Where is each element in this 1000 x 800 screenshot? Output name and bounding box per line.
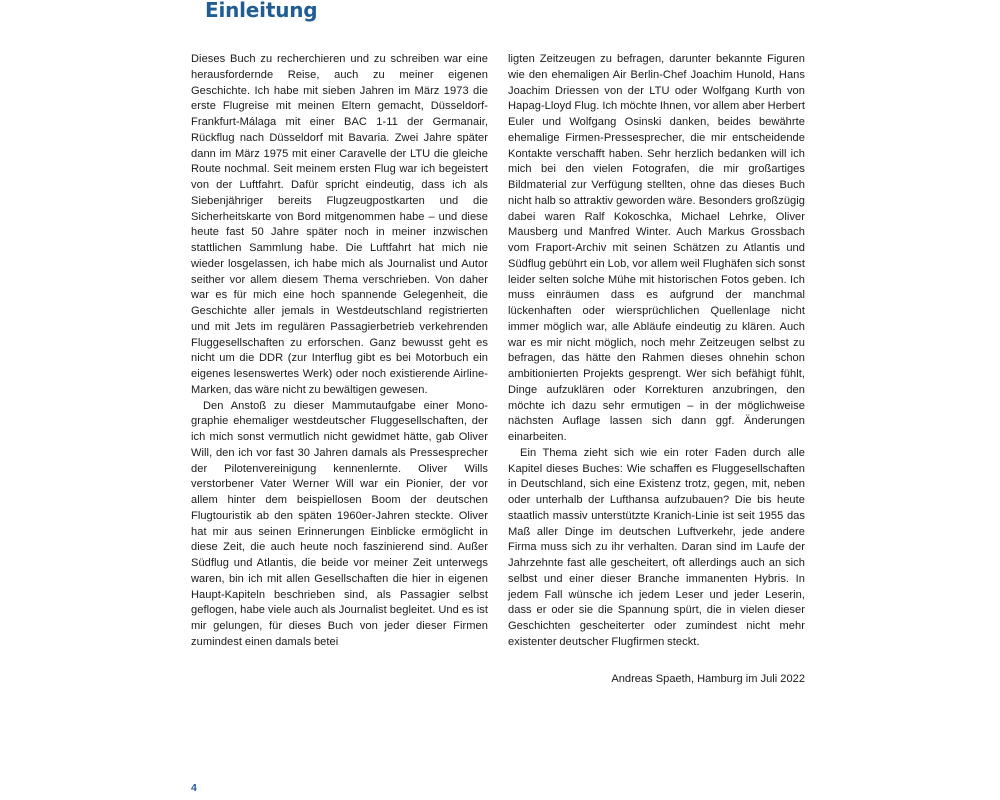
author-signature: Andreas Spaeth, Hamburg im Juli 2022 — [611, 673, 805, 685]
right-column — [508, 52, 805, 651]
page-number: 4 — [191, 782, 197, 794]
paragraph: ligten Zeitzeugen zu befragen, darunter bekannte Figuren wie den ehemaligen Air Berlin-Chef Joachim Hunold, Hans Joachim Driessen von der LTU oder Wolfgang Kurth von Hapag-Lloyd Flug. Ich möchte Ihnen, vor allem aber Herbert Euler und Wolfgang Osinski danken, beides bewährte ehemalige Firmen-Pressesprecher, die mir entscheidende Kontakte verschafft haben. Sehr herzlich bedanken will ich mich bei den vielen Fotografen, die mir großartiges Bildmaterial zur Verfügung stellten, ohne das dieses Buch nicht halb so attraktiv geworden wäre. Besonders großzügig dabei waren Ralf Kokoschka, Michael Lehrke, Oliver Mausberg und Manfred Winter. Auch Markus Grossbach vom Fraport-Archiv mit seinen Schätzen zu Atlantis und Südflug gebührt ein Lob, vor allem weil Flughäfen sich sonst leider selten solche Mühe mit historischen Fotos geben. Ich muss einräumen dass es aufgrund der manchmal lückenhaften oder wiersprüchlichen Quellenlage nicht immer möglich war, alle Abläufe eindeutig zu klären. Auch war es mir nicht möglich, noch mehr Zeitzeugen selbst zu befragen, das hätte den Rahmen dieses ohnehin schon ambitionierten Projekts gesprengt. Wer sich befähigt fühlt, Dinge aufzuklären oder Korrekturen anzubringen, den möchte ich dazu sehr ermutigen – in der möglichweise nächsten Auflage lassen sich dann ggf. Änderungen einarbeiten. — [508, 53, 805, 443]
paragraph: Ein Thema zieht sich wie ein roter Faden durch alle Kapitel dieses Buches: Wie schaffen es Fluggesellschaften in Deutschland, sich eine Existenz trotz, gegen, mit, neben oder unterhalb der Lufthansa aufzubauen? Die bis heute staatlich massiv unterstützte Kranich-Linie ist seit 1955 das Maß aller Dinge im deutschen Luftverkehr, jede andere Firma muss sich zu ihr verhalten. Daran sind im Laufe der Jahrzehnte fast alle gescheitert, oft allerdings auch an sich selbst und einer dieser Branche immanenten Hybris. In jedem Fall wünsche ich jedem Leser und jeder Leserin, dass er oder sie die Spannung spürt, die in vielen dieser Geschichten gescheiterter oder zumindest nicht mehr existenter deutscher Flugfirmen steckt. — [508, 446, 805, 648]
paragraph: Dieses Buch zu recherchieren und zu schreiben war eine herausfordernde Reise, auch zu meiner eigenen Geschichte. Ich habe mit sieben Jahren im März 1973 die erste Flugreise mit meinen Eltern gemacht, Düsseldorf-Frankfurt-Málaga mit einer BAC 1-11 der Germanair, Rückflug nach Düsseldorf mit Bavaria. Zwei Jahre später dann im März 1975 mit einer Caravelle der LTU die gleiche Route nochmal. Seit meinem ersten Flug war ich begeistert von der Luftfahrt. Dafür spricht eindeutig, dass ich als Siebenjähriger bereits Flugzeugpostkarten und die Sicherheitskarte von Bord mitgenommen habe – und diese heute fast 50 Jahre später noch in meiner inzwischen stattlichen Sammlung habe. Die Luftfahrt hat mich nie wieder losgelassen, ich habe mich als Journalist und Autor seither vor allem diesem Thema verschrieben. Von daher war es für mich eine hoch spannende Gelegenheit, die Geschichte aller jemals in Westdeutschland registrierten und mit Jets im regulären Passagierbetrieb verkehrenden Fluggesellschaften zu erforschen. Ganz bewusst geht es nicht um die DDR (zur Interflug gibt es bei Motorbuch ein eigenes lesenswertes Werk) oder noch existierende Airline-Marken, das wäre nicht zu bewältigen gewesen. — [191, 53, 488, 396]
chapter-heading: Einleitung — [205, 0, 318, 22]
paragraph: Den Anstoß zu dieser Mammutaufgabe einer Monographie ehemaliger westdeutscher Fluggesellschaften, der ich mich sonst vermutlich nicht gewidmet hätte, gab Oliver Will, den ich vor fast 30 Jahren damals als Pressesprecher der Pilotenvereinigung kennenlernte. Oliver Wills verstorbener Vater Werner Will war ein Pionier, der vor allem hinter dem beispiellosen Boom der deutschen Flugtouristik ab den späten 1960er-Jahren steckte. Oliver hat mir aus seinen Erinnerungen Einblicke ermöglicht in diese Zeit, die auch heute noch faszinierend sind. Außer Südflug und Atlantis, die beide vor meiner Zeit unterwegs waren, bin ich mit allen Gesellschaften die hier in eigenen Haupt-Kapiteln beschrieben sind, als Passagier selbst geflogen, habe viele auch als Journalist begleitet. Und es ist mir gelungen, für dieses Buch von jeder dieser Firmen zumindest einen damals betei — [191, 399, 488, 648]
left-column — [191, 52, 488, 651]
